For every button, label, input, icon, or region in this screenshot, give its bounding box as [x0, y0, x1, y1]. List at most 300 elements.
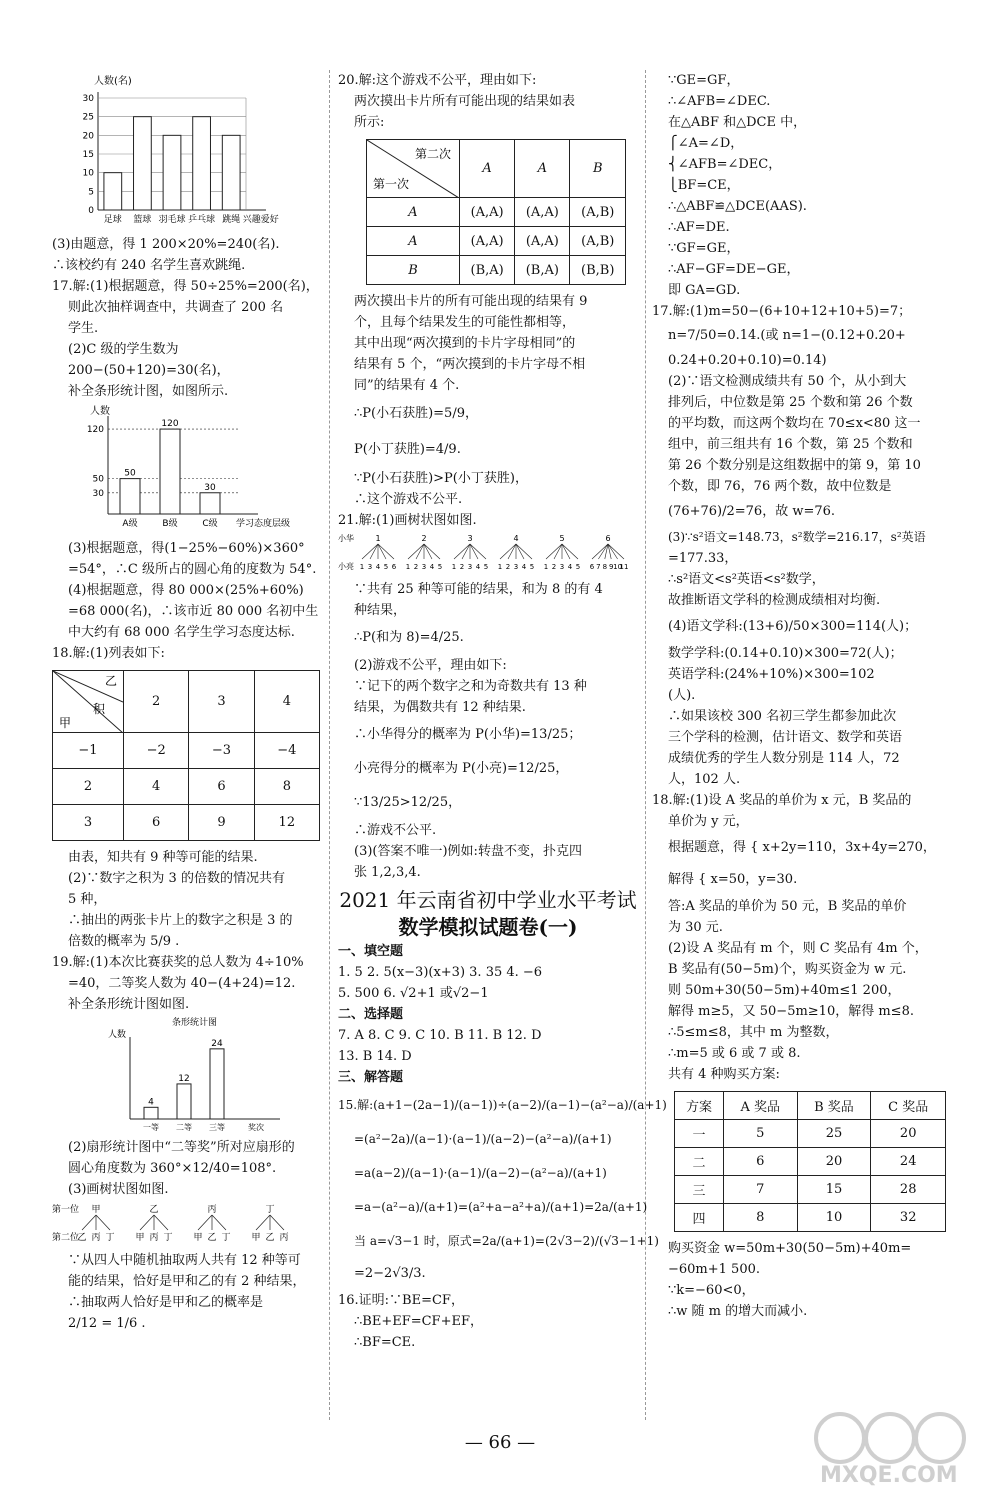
text-line: 则此次抽样调查中，共调查了 200 名 — [68, 300, 284, 315]
tree-leaf: 5 — [483, 563, 489, 571]
tree-leaf: 9 — [608, 563, 614, 571]
table-header-cell: A — [515, 140, 570, 198]
text-line: 则 50m+30(50−5m)+40m≤1 200， — [668, 983, 901, 998]
bar — [120, 479, 140, 514]
x-tick-label: A级 — [122, 519, 138, 529]
text-line: ∴如果该校 300 名初三学生都参加此次 — [668, 709, 897, 724]
y-tick-label: 10 — [82, 168, 94, 179]
tree-leaf: 7 — [596, 563, 601, 571]
table-cell: (B,A) — [460, 256, 515, 285]
text-line: −60m+1 500. — [668, 1262, 761, 1277]
text-line: ∴∠AFB=∠DEC. — [668, 94, 771, 109]
table-cell: (A,A) — [515, 227, 570, 256]
table-cell: A — [367, 198, 460, 227]
tree-branch — [154, 1215, 168, 1230]
text-line: 19.解:(1)本次比赛获奖的总人数为 4÷10% — [52, 955, 304, 970]
text-line: 同”的结果有 4 个. — [354, 378, 460, 393]
corner-second: 第二次 — [415, 147, 452, 161]
table-cell: (A,A) — [460, 227, 515, 256]
data-label: 50 — [124, 468, 136, 479]
text-line: 解得 { x=50，y=30. — [668, 872, 798, 887]
bar — [177, 1084, 191, 1119]
text-line: =68 000(名)，∴该市近 80 000 名初中生 — [68, 604, 319, 619]
section-heading: 一、填空题 — [338, 944, 404, 959]
text-line: P(小丁获胜)=4/9. — [354, 442, 461, 457]
tree-branch — [508, 544, 516, 559]
equation-line: =a−(a²−a)/(a+1)=(a²+a−a²+a)/(a+1)=2a/(a+1) — [354, 1200, 648, 1214]
text-line: ⎨∠AFB=∠DEC， — [668, 157, 782, 172]
text-line: 个数，即 76，76 两个数，故中位数是 — [668, 479, 892, 494]
tree-diagram-21 — [338, 531, 638, 575]
text-line: ∴w 随 m 的增大而减小. — [668, 1304, 808, 1319]
table-cell: 6 — [724, 1148, 798, 1176]
table-cell: 5 — [724, 1120, 798, 1148]
table-cell: (A,A) — [460, 198, 515, 227]
table-cell: 6 — [189, 769, 254, 805]
text-line: =54°，∴C 级所占的圆心角的度数为 54°. — [68, 562, 317, 577]
tree-branch — [516, 544, 532, 559]
x-tick-label: 乒乓球 — [188, 215, 216, 225]
text-line: 18.解:(1)设 A 奖品的单价为 x 元，B 奖品的 — [652, 793, 912, 808]
tree-branch — [554, 544, 562, 559]
data-label: 30 — [204, 482, 216, 493]
text-line: (3)根据题意，得(1−25%−60%)×360° — [68, 541, 305, 556]
tree-leaf: 乙 — [265, 1233, 275, 1243]
tree-branch — [370, 544, 378, 559]
tree-branch — [462, 544, 470, 559]
tree-leaf: 2 — [459, 563, 465, 571]
text-line: (2)∵数字之积为 3 的倍数的情况共有 — [68, 871, 285, 886]
corner-jia: 甲 — [59, 716, 72, 730]
text-line: 张 1,2,3,4. — [354, 865, 421, 880]
text-line: ∴AF−GF=DE−GE， — [668, 262, 800, 277]
table-cell: 28 — [871, 1176, 946, 1204]
text-line: (2)设 A 奖品有 m 个，则 C 奖品有 4m 个， — [668, 941, 928, 956]
tree-node: 丙 — [207, 1205, 217, 1215]
tree-leaf: 4 — [521, 563, 527, 571]
tree-leaf: 5 — [529, 563, 535, 571]
column-3 — [652, 70, 952, 1322]
tree-branch — [198, 1215, 212, 1230]
chart1-ylabel: 人数(名) — [94, 76, 132, 87]
text-line: (3)画树状图如图. — [68, 1182, 169, 1197]
tree-leaf: 5 — [575, 563, 581, 571]
text-line: n=7/50=0.14.(或 n=1−(0.12+0.20+ — [668, 328, 906, 343]
chart3-title: 条形统计图 — [172, 1018, 218, 1028]
corner-first: 第一次 — [373, 177, 410, 191]
text-line: ∴m=5 或 6 或 7 或 8. — [668, 1046, 801, 1061]
tree21-bottom-label: 小亮 — [338, 562, 354, 571]
table-header-cell: 4 — [254, 671, 319, 733]
y-tick-label: 25 — [82, 112, 94, 123]
x-axis-label: 奖次 — [248, 1123, 264, 1132]
table-cell: (A,A) — [515, 198, 570, 227]
watermark-logo — [800, 1408, 980, 1488]
x-tick-label: C级 — [202, 519, 218, 529]
text-line: (4)根据题意，得 80 000×(25%+60%) — [68, 583, 304, 598]
tree-branch — [562, 544, 570, 559]
table-cell: 8 — [724, 1204, 798, 1232]
tree-branch — [470, 544, 486, 559]
text-line: ⎩BF=CE， — [668, 178, 740, 193]
text-line: 在△ABF 和△DCE 中， — [668, 115, 807, 130]
tree-branch — [416, 544, 424, 559]
tree-branch — [212, 1215, 226, 1230]
tree-leaf: 甲 — [251, 1233, 261, 1243]
tree-branch — [378, 544, 386, 559]
table-cell: (B,B) — [570, 256, 626, 285]
table-cell: 三 — [675, 1176, 724, 1204]
table-cell: 8 — [254, 769, 319, 805]
tree-branch — [424, 544, 440, 559]
tree-leaf: 乙 — [77, 1233, 87, 1243]
text-line: 中大约有 68 000 名学生学习态度达标. — [68, 625, 295, 640]
tree-node: 6 — [605, 534, 611, 543]
x-tick-label: 二等 — [176, 1123, 192, 1132]
text-line: 能的结果，恰好是甲和乙的有 2 种结果， — [68, 1274, 306, 1289]
text-line: 17.解:(1)根据题意，得 50÷25%=200(名)， — [52, 279, 319, 294]
text-line: (4)语文学科:(13+6)/50×300=114(人)； — [668, 619, 918, 634]
text-line: 故推断语文学科的检测成绩相对均衡. — [668, 593, 881, 608]
table-header-cell: B 奖品 — [797, 1092, 871, 1120]
text-line: 答:A 奖品的单价为 50 元，B 奖品的单价 — [668, 899, 907, 914]
text-line: ⎧∠A=∠D， — [668, 136, 744, 151]
table-cell: A — [367, 227, 460, 256]
tree-branch — [256, 1215, 270, 1230]
y-tick-label: 15 — [82, 150, 94, 160]
tree-node: 丁 — [265, 1205, 275, 1215]
table-cell: 7 — [724, 1176, 798, 1204]
text-line: (2)游戏不公平，理由如下: — [354, 658, 507, 673]
table-cell: 二 — [675, 1148, 724, 1176]
tree-leaf: 3 — [421, 563, 427, 571]
tree-leaf: 3 — [467, 563, 473, 571]
y-tick-label: 30 — [82, 94, 94, 104]
text-line: (人). — [668, 688, 696, 703]
text-line: ∵P(小石获胜)>P(小丁获胜)， — [354, 471, 528, 486]
tree-leaf: 3 — [559, 563, 565, 571]
text-line: 2/12 = 1/6 . — [68, 1316, 146, 1331]
card-result-table — [366, 139, 626, 285]
text-line: 种结果， — [354, 603, 407, 618]
award-bar-chart — [52, 1015, 320, 1133]
table-cell: 4 — [124, 769, 189, 805]
tree-diagram-19 — [52, 1200, 320, 1246]
equation-line: =2−2√3/3. — [354, 1266, 426, 1281]
tree-node: 1 — [375, 534, 381, 543]
product-table — [52, 670, 320, 841]
table-cell: −4 — [254, 733, 319, 769]
tree21-top-label: 小华 — [338, 534, 354, 543]
y-tick-label: 5 — [88, 187, 94, 198]
bar — [193, 117, 211, 210]
text-line: ∴BF=CE. — [354, 1335, 416, 1350]
text-line: ∴抽出的两张卡片上的数字之积是 3 的 — [68, 913, 293, 928]
text-line: B 奖品有(50−5m)个，购买资金为 w 元. — [668, 962, 907, 977]
tree-node: 2 — [421, 534, 427, 543]
table-cell: 12 — [254, 805, 319, 841]
tree19-row2-label: 第二位 — [52, 1233, 80, 1243]
table-cell: 6 — [124, 805, 189, 841]
table-cell: 20 — [871, 1120, 946, 1148]
text-line: 两次摸出卡片所有可能出现的结果如表 — [354, 94, 576, 109]
table-cell: 9 — [189, 805, 254, 841]
text-line: 学生. — [68, 321, 99, 336]
tree-leaf: 3 — [513, 563, 519, 571]
exam-subtitle: 数学模拟试题卷(一) — [398, 915, 578, 939]
x-tick-label: 跳绳 — [222, 215, 241, 225]
data-label: 4 — [148, 1097, 154, 1108]
text-line: 为 30 元. — [668, 920, 723, 935]
text-line: ∵GF=GE， — [668, 241, 740, 256]
text-line: 英语学科:(24%+10%)×300=102 — [668, 667, 875, 682]
text-line: 个，且每个结果发生的可能性都相等， — [354, 315, 576, 330]
table-header-cell: A 奖品 — [724, 1092, 798, 1120]
text-line: 补全条形统计图，如图所示. — [68, 384, 229, 399]
x-axis-label: 学习态度层级 — [236, 519, 291, 529]
table-cell: 15 — [797, 1176, 871, 1204]
table-cell: 10 — [797, 1204, 871, 1232]
text-line: ∴P(小石获胜)=5/9， — [354, 406, 478, 421]
text-line: 的平均数，而这两个数均在 70≤x<80 这一 — [668, 416, 921, 431]
text-line: 补全条形统计图如图. — [68, 997, 190, 1012]
tree-leaf: 丁 — [105, 1233, 115, 1243]
section-heading: 二、选择题 — [338, 1007, 404, 1022]
tree-leaf: 丙 — [91, 1233, 101, 1243]
tree-branch — [424, 544, 432, 559]
y-tick-label: 30 — [92, 488, 104, 499]
text-line: ∵k=−60<0， — [668, 1283, 755, 1298]
text-line: ∴这个游戏不公平. — [354, 492, 463, 507]
table-header-cell: B — [570, 140, 626, 198]
text-line: (2)C 级的学生数为 — [68, 342, 179, 357]
table-corner — [53, 671, 124, 733]
x-tick-label: B级 — [162, 519, 178, 529]
tree-leaf: 6 — [391, 563, 397, 571]
x-tick-label: 篮球 — [133, 215, 152, 225]
tree-leaf: 10 — [613, 563, 623, 571]
tree-leaf: 4 — [567, 563, 573, 571]
tree-branch — [562, 544, 578, 559]
tree-branch — [378, 544, 394, 559]
table-cell: 四 — [675, 1204, 724, 1232]
y-tick-label: 50 — [92, 474, 104, 485]
text-line: (2)扇形统计图中“二等奖”所对应扇形的 — [68, 1140, 295, 1155]
chart2-ylabel: 人数 — [90, 406, 110, 417]
tree-node: 甲 — [91, 1205, 101, 1215]
tree-leaf: 甲 — [193, 1233, 203, 1243]
text-line: ∴△ABF≌△DCE(AAS). — [668, 199, 807, 214]
tree-leaf: 甲 — [135, 1233, 145, 1243]
corner-ji: 积 — [93, 702, 106, 716]
text-line: 由表，知共有 9 种等可能的结果. — [68, 850, 258, 865]
table-cell: 2 — [53, 769, 124, 805]
table-cell: 3 — [53, 805, 124, 841]
data-label: 24 — [211, 1038, 223, 1049]
tree-node: 乙 — [149, 1205, 159, 1215]
text-line: 购买资金 w=50m+30(50−5m)+40m= — [668, 1241, 912, 1256]
tree-branch — [408, 544, 424, 559]
tree-leaf: 1 — [359, 563, 365, 571]
table-header-cell: 2 — [124, 671, 189, 733]
text-line: 圆心角度数为 360°×12/40=108°. — [68, 1161, 277, 1176]
text-line: 16.证明:∵BE=CF， — [338, 1293, 464, 1308]
tree-leaf: 2 — [413, 563, 419, 571]
answer-line: 5. 500 6. √2+1 或√2−1 — [338, 986, 489, 1001]
tree-leaf: 4 — [375, 563, 381, 571]
table-cell: 20 — [797, 1148, 871, 1176]
watermark-text: MXQE.COM — [820, 1463, 958, 1488]
text-line: ∵13/25>12/25， — [354, 795, 462, 810]
column-1 — [52, 70, 320, 1334]
table-cell: −1 — [53, 733, 124, 769]
tree-leaf: 5 — [383, 563, 389, 571]
text-line: 根据题意，得 { x+2y=110，3x+4y=270， — [668, 840, 936, 855]
tree-leaf: 1 — [543, 563, 549, 571]
tree-node: 4 — [513, 534, 519, 543]
tree-leaf: 乙 — [207, 1233, 217, 1243]
tree-branch — [362, 544, 378, 559]
text-line: (76+76)/2=76，故 w=76. — [668, 504, 836, 519]
text-line: 数学学科:(0.14+0.10)×300=72(人)； — [668, 646, 903, 661]
page-number: — 66 — — [464, 1432, 536, 1453]
text-line: 倍数的概率为 5/9 . — [68, 934, 180, 949]
answer-line: 13. B 14. D — [338, 1049, 412, 1064]
bar — [144, 1107, 158, 1119]
tree-branch — [546, 544, 562, 559]
tree-branch — [454, 544, 470, 559]
text-line: 第 26 个数分别是这组数据中的第 9，第 10 — [668, 458, 921, 473]
tree-branch — [270, 1215, 284, 1230]
text-line: 排列后，中位数是第 25 个数和第 26 个数 — [668, 395, 913, 410]
text-line: (2)∵语文检测成绩共有 50 个，从小到大 — [668, 374, 907, 389]
text-line: 17.解:(1)m=50−(6+10+12+10+5)=7； — [652, 304, 912, 319]
tree-node: 5 — [559, 534, 565, 543]
text-line: ∴抽取两人恰好是甲和乙的概率是 — [68, 1295, 264, 1310]
tree-branch — [96, 1215, 110, 1230]
tree-branch — [516, 544, 524, 559]
x-tick-label: 羽毛球 — [158, 215, 186, 225]
bar — [200, 493, 220, 514]
text-line: 三个学科的检测，估计语文、数学和英语 — [668, 730, 903, 745]
tree-leaf: 1 — [451, 563, 457, 571]
text-line: 0.24+0.20+0.10)=0.14) — [668, 353, 827, 368]
tree-branch — [140, 1215, 154, 1230]
table-corner — [367, 140, 460, 198]
text-line: ∴该校约有 240 名学生喜欢跳绳. — [52, 258, 246, 273]
text-line: ∴P(和为 8)=4/25. — [354, 630, 464, 645]
text-line: ∴游戏不公平. — [354, 823, 437, 838]
data-label: 120 — [161, 419, 179, 430]
text-line: 组中，前三组共有 16 个数，第 25 个数和 — [668, 437, 913, 452]
tree-leaf: 4 — [429, 563, 435, 571]
text-line: ∴s²语文<s²英语<s²数学， — [668, 572, 825, 587]
tree-leaf: 2 — [505, 563, 511, 571]
text-line: 小亮得分的概率为 P(小亮)=12/25， — [354, 761, 569, 776]
tree-branch — [500, 544, 516, 559]
bar — [134, 117, 152, 210]
x-tick-label: 兴趣爱好 — [242, 215, 279, 225]
x-tick-label: 足球 — [103, 215, 122, 225]
tree-leaf: 1 — [405, 563, 411, 571]
table-cell: 25 — [797, 1120, 871, 1148]
tree-branch — [82, 1215, 96, 1230]
text-line: 人，102 人. — [668, 772, 741, 787]
text-line: 结果有 5 个，“两次摸到的卡片字母不相 — [354, 357, 586, 372]
text-line: 结果，为偶数共有 12 种结果. — [354, 700, 526, 715]
y-tick-label: 120 — [86, 425, 104, 436]
column-2 — [338, 70, 667, 1353]
text-line: ∴AF=DE. — [668, 220, 730, 235]
table-cell: (A,B) — [570, 227, 626, 256]
x-tick-label: 三等 — [209, 1123, 225, 1132]
text-line: 200−(50+120)=30(名)， — [68, 363, 230, 378]
answer-line: 1. 5 2. 5(x−3)(x+3) 3. 35 4. −6 — [338, 965, 543, 980]
text-line: ∴小华得分的概率为 P(小华)=13/25； — [354, 727, 582, 742]
text-line: 20.解:这个游戏不公平，理由如下: — [338, 73, 537, 88]
bar — [163, 135, 181, 210]
text-line: =177.33， — [668, 551, 738, 566]
table-cell: −3 — [189, 733, 254, 769]
equation-line: 当 a=√3−1 时，原式=2a/(a+1)=(2√3−2)/(√3−1+1) — [354, 1234, 659, 1248]
text-line: (3)由题意，得 1 200×20%=240(名). — [52, 237, 280, 252]
tree-branch — [470, 544, 478, 559]
tree-leaf: 丁 — [163, 1233, 173, 1243]
plan-table — [674, 1091, 946, 1232]
tree-leaf: 1 — [497, 563, 503, 571]
exam-title: 2021 年云南省初中学业水平考试 — [339, 888, 637, 912]
text-line: 所示: — [354, 115, 385, 130]
table-cell: (B,A) — [515, 256, 570, 285]
equation-line: =(a²−2a)/(a−1)·(a−1)/(a−2)−(a²−a)/(a+1) — [354, 1132, 612, 1146]
attitude-bar-chart — [52, 402, 320, 534]
text-line: ∵GE=GF， — [668, 73, 740, 88]
table-cell: 32 — [871, 1204, 946, 1232]
table-cell: 24 — [871, 1148, 946, 1176]
tree-leaf: 5 — [437, 563, 443, 571]
chart3-ylabel: 人数 — [108, 1030, 127, 1040]
y-tick-label: 20 — [82, 131, 94, 142]
tree-leaf: 丙 — [149, 1233, 159, 1243]
column-separator — [329, 70, 330, 1420]
text-line: ∵共有 25 种等可能的结果，和为 8 的有 4 — [354, 582, 603, 597]
text-line: 单价为 y 元， — [668, 814, 749, 829]
hobby-bar-chart — [52, 70, 320, 230]
tree-leaf: 丁 — [221, 1233, 231, 1243]
table-header-cell: A — [460, 140, 515, 198]
text-line: (3)(答案不唯一)例如:转盘不变，扑克四 — [354, 844, 582, 859]
y-tick-label: 0 — [88, 206, 94, 216]
text-line: ∴5≤m≤8，其中 m 为整数， — [668, 1025, 839, 1040]
tree-leaf: 2 — [551, 563, 557, 571]
x-tick-label: 一等 — [143, 1123, 159, 1132]
text-line: (3)∵s²语文=148.73，s²数学=216.17，s²英语 — [668, 530, 926, 544]
data-label: 12 — [178, 1073, 190, 1084]
text-line: 21.解:(1)画树状图如图. — [338, 513, 477, 528]
text-line: 两次摸出卡片的所有可能出现的结果有 9 — [354, 294, 588, 309]
text-line: 18.解:(1)列表如下: — [52, 646, 165, 661]
text-line: ∵从四人中随机抽取两人共有 12 种等可 — [68, 1253, 301, 1268]
equation-line: 15.解:(a+1−(2a−1)/(a−1))÷(a−2)/(a−1)−(a²−a)/(a+1) — [338, 1098, 667, 1112]
corner-yi: 乙 — [105, 674, 118, 688]
text-line: 解得 m≥5，又 50−5m≥10，解得 m≤8. — [668, 1004, 914, 1019]
tree19-row1-label: 第一位 — [52, 1205, 80, 1215]
bar — [222, 135, 240, 210]
tree-leaf: 4 — [475, 563, 481, 571]
section-heading: 三、解答题 — [338, 1070, 404, 1085]
table-cell: −2 — [124, 733, 189, 769]
table-header-cell: 3 — [189, 671, 254, 733]
